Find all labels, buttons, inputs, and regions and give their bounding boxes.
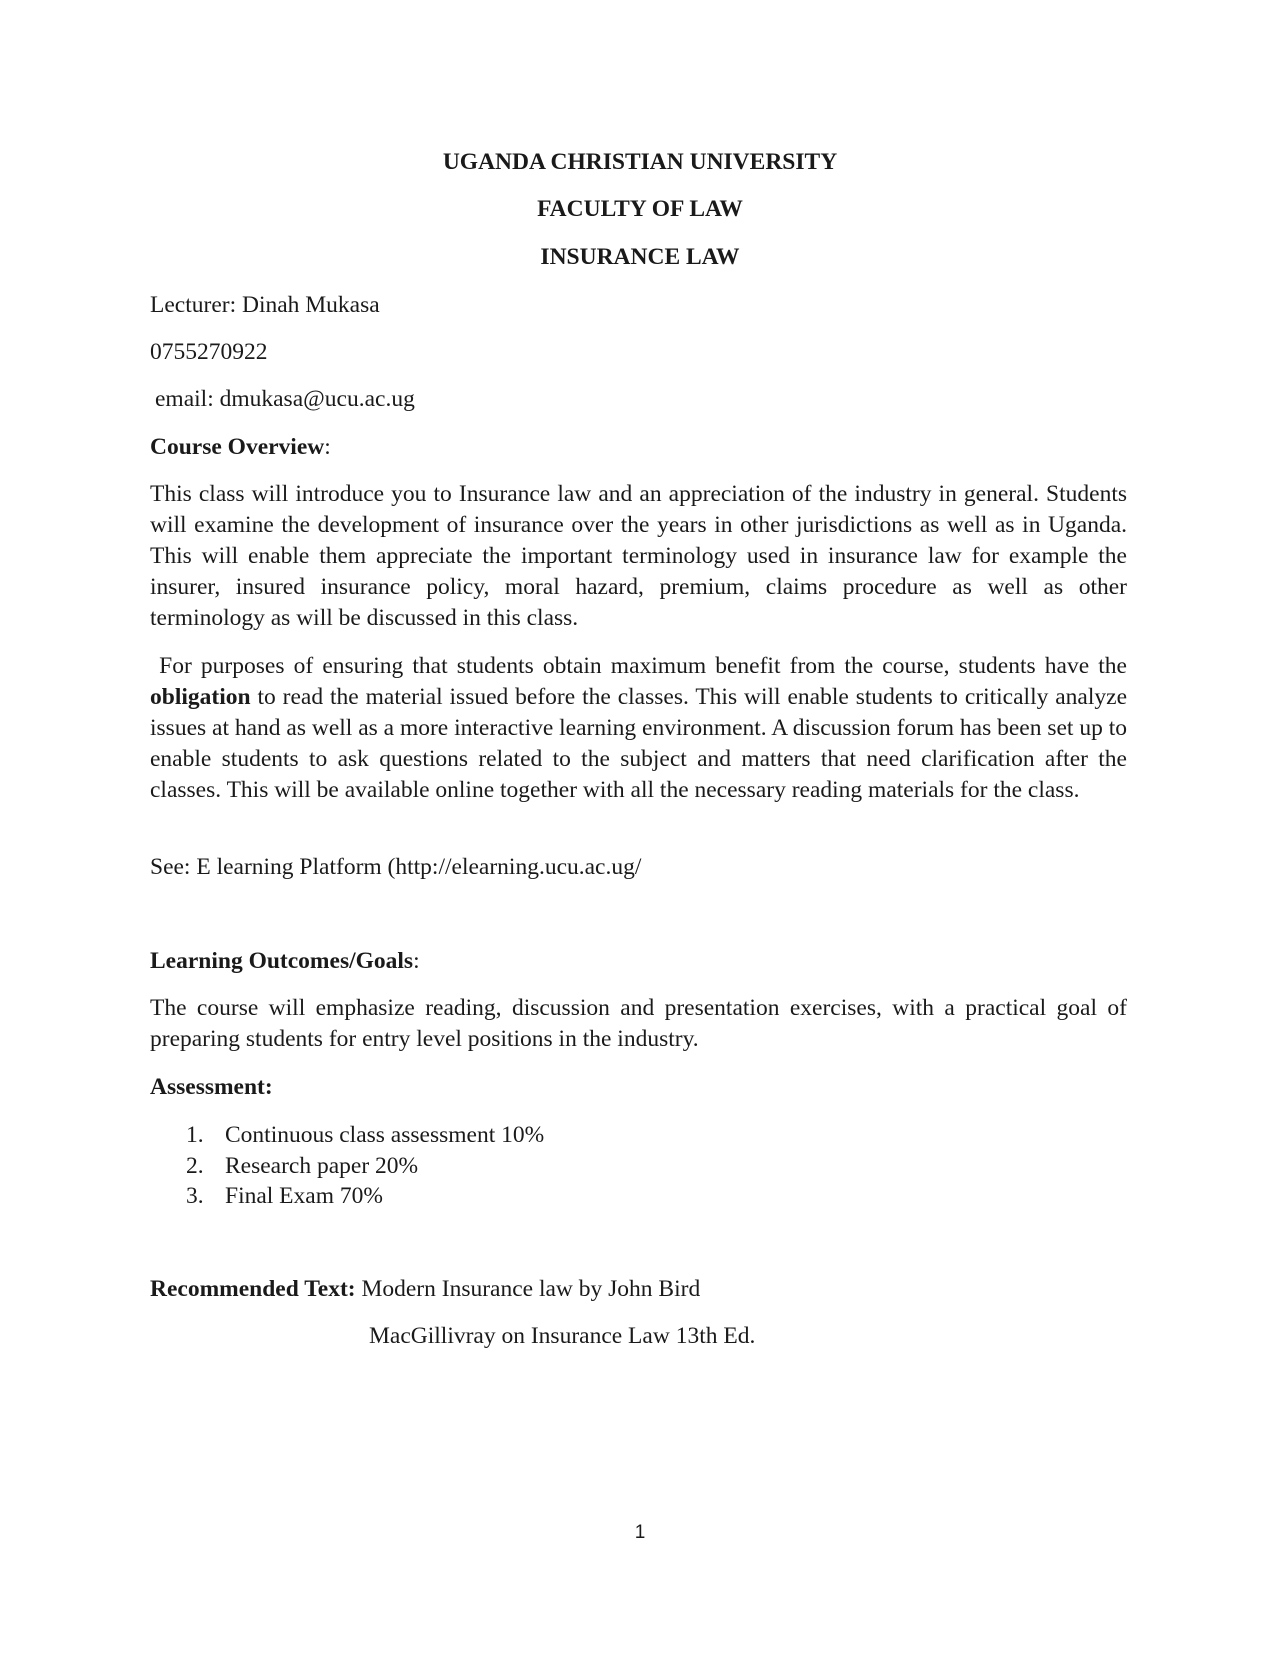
page-number: 1 bbox=[634, 1522, 646, 1543]
learning-outcomes-heading-text: Learning Outcomes/Goals bbox=[150, 948, 414, 974]
course-overview-heading-text: Course Overview bbox=[150, 434, 325, 460]
list-item-text: Final Exam 70% bbox=[225, 1183, 383, 1209]
university-title: UGANDA CHRISTIAN UNIVERSITY bbox=[442, 149, 838, 175]
learning-outcomes-heading bbox=[150, 946, 420, 977]
list-item-number: 3. bbox=[186, 1183, 204, 1209]
list-item-number: 1. bbox=[186, 1122, 204, 1148]
course-title: INSURANCE LAW bbox=[540, 244, 740, 270]
list-item-text: Research paper 20% bbox=[225, 1152, 419, 1179]
outcomes-paragraph bbox=[150, 993, 1127, 1055]
assessment-heading: Assessment: bbox=[150, 1074, 273, 1100]
phone-line: 0755270922 bbox=[150, 339, 268, 365]
outcomes-paragraph-text: The course will emphasize reading, discussion and presentation exercises, with a practical goal of preparing students for entry level positions in the industry. bbox=[150, 995, 1127, 1052]
recommended-text-line bbox=[150, 1274, 700, 1305]
recommended-text-label: Recommended Text: bbox=[150, 1276, 356, 1302]
overview-paragraph-1 bbox=[150, 479, 1127, 634]
course-overview-heading bbox=[150, 432, 331, 463]
overview-paragraph-2-start: For purposes of ensuring that students obtain maximum benefit from the course, students have the bbox=[159, 653, 1127, 679]
overview-paragraph-2-rest: to read the material issued before the classes. This will enable students to critically analyze issues at hand as well as a more interactive learning environment. A discussion forum has been set up to enable students to ask questions related to the subject and matters that need clarification after the classes. This will be available online together with all the necessary reading materials for the class. bbox=[150, 684, 1128, 803]
obligation-emphasis: obligation bbox=[150, 684, 251, 710]
elearning-link-line: See: E learning Platform (http://elearning.ucu.ac.ug/ bbox=[150, 854, 642, 880]
recommended-text-book-1: Modern Insurance law by John Bird bbox=[361, 1276, 701, 1302]
faculty-title: FACULTY OF LAW bbox=[537, 196, 743, 222]
course-overview-colon: : bbox=[324, 434, 331, 460]
list-item-text: Continuous class assessment 10% bbox=[225, 1122, 545, 1148]
recommended-text-book-2: MacGillivray on Insurance Law 13th Ed. bbox=[369, 1323, 756, 1349]
overview-paragraph-2 bbox=[150, 651, 1127, 806]
email-line: email: dmukasa@ucu.ac.ug bbox=[155, 386, 415, 412]
list-item-number: 2. bbox=[186, 1152, 204, 1179]
learning-outcomes-colon: : bbox=[413, 948, 420, 974]
overview-paragraph-1-text: This class will introduce you to Insurance law and an appreciation of the industry in general. Students will examine the development of insurance over the years in other jurisdictions as well as in Uganda. This will enable them appreciate the important terminology used in insurance law for example the insurer, insured insurance policy, moral hazard, premium, claims procedure as well as other terminology as will be discussed in this class. bbox=[150, 481, 1127, 631]
lecturer-line: Lecturer: Dinah Mukasa bbox=[150, 292, 380, 318]
